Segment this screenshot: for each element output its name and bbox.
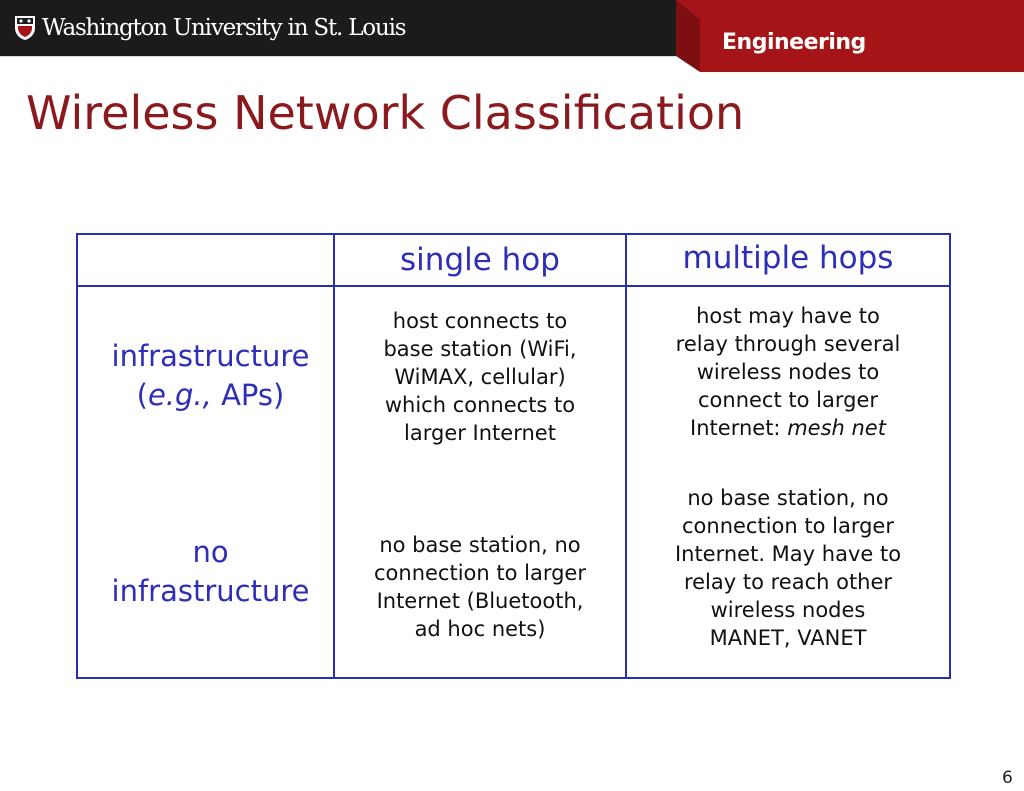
- cell-line: relay to reach other: [683, 570, 893, 594]
- cell-infrastructure-multiple-hops: [627, 302, 949, 442]
- page-title: Wireless Network Classification: [26, 86, 745, 140]
- cell-line: connection to larger: [682, 514, 894, 538]
- cell-line: relay through several: [675, 332, 901, 356]
- cell-line: connect to larger: [698, 388, 878, 412]
- column-header-multiple-hops: multiple hops: [682, 240, 894, 276]
- cell-no-infrastructure-single-hop: [335, 531, 625, 643]
- header-divider: [0, 56, 676, 57]
- row-header-line: no: [192, 535, 229, 569]
- cell-text: Internet:: [690, 416, 788, 440]
- cell-infrastructure-single-hop: [335, 307, 625, 447]
- row-header-infrastructure: [78, 337, 343, 415]
- column-header-single-hop: single hop: [400, 242, 560, 278]
- cell-line: WiMAX, cellular): [394, 365, 566, 389]
- table-divider: [78, 285, 949, 287]
- row-header-no-infrastructure: [78, 533, 343, 611]
- cell-line: wireless nodes: [710, 598, 866, 622]
- cell-line: host connects to: [392, 309, 568, 333]
- cell-line: Internet (Bluetooth,: [376, 589, 584, 613]
- cell-line: [627, 414, 949, 442]
- cell-line: no base station, no: [379, 533, 581, 557]
- cell-line: Internet. May have to: [674, 542, 902, 566]
- cell-line: base station (WiFi,: [383, 337, 577, 361]
- cell-line: larger Internet: [404, 421, 556, 445]
- cell-emphasis: mesh net: [787, 416, 886, 440]
- cell-line: connection to larger: [374, 561, 586, 585]
- row-header-text: (: [136, 378, 148, 412]
- cell-no-infrastructure-multiple-hops: [627, 484, 949, 652]
- university-logo: [14, 12, 405, 44]
- row-header-emphasis: e.g.,: [147, 378, 212, 412]
- row-header-line: infrastructure: [111, 339, 310, 373]
- row-header-line: infrastructure: [111, 574, 310, 608]
- cell-line: no base station, no: [687, 486, 889, 510]
- cell-line: host may have to: [696, 304, 880, 328]
- cell-line: which connects to: [384, 393, 576, 417]
- row-header-line: [78, 376, 343, 415]
- classification-table: [76, 233, 951, 679]
- university-name: Washington University in St. Louis: [42, 15, 406, 41]
- cell-line: wireless nodes to: [696, 360, 880, 384]
- page-number: 6: [1002, 768, 1013, 788]
- cell-line: MANET, VANET: [709, 626, 867, 650]
- shield-icon: [14, 15, 36, 41]
- cell-line: ad hoc nets): [414, 617, 546, 641]
- department-label: Engineering: [722, 30, 866, 55]
- row-header-text: APs): [211, 378, 285, 412]
